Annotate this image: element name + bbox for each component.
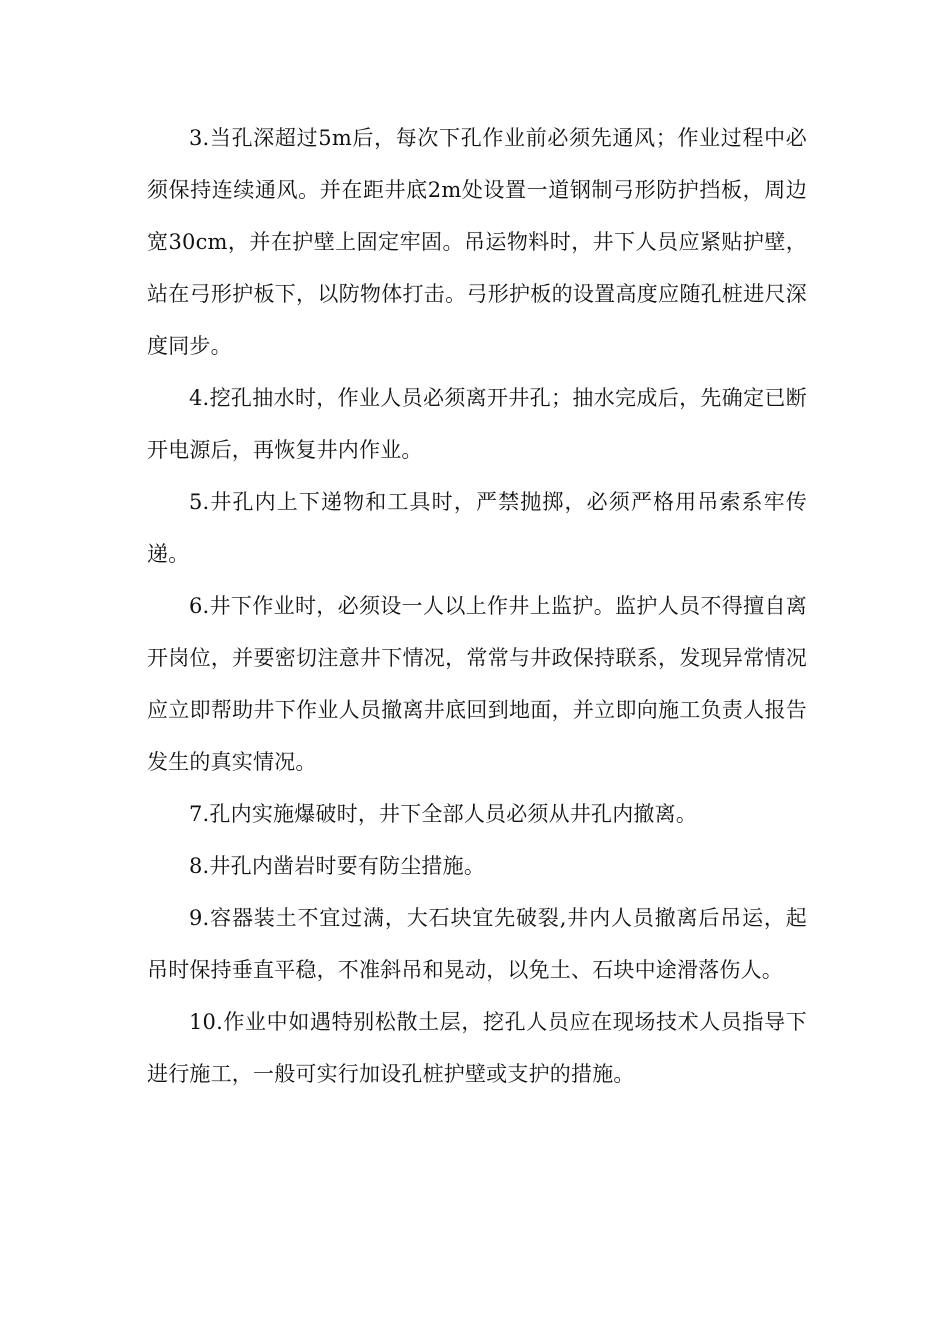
paragraph-item-9: 9.容器装土不宜过满，大石块宜先破裂,井内人员撤离后吊运，起吊时保持垂直平稳，不准斜吊和晃动，以免土、石块中途滑落伤人。 (147, 906, 807, 982)
paragraph-item-6: 6.井下作业时，必须设一人以上作井上监护。监护人员不得擅自离开岗位，并要密切注意井下情况，常常与井政保持联系，发现异常情况应立即帮助井下作业人员撤离井底回到地面，并立即向施工负责人报告发生的真实情况。 (147, 594, 807, 774)
document-body (147, 112, 807, 1100)
paragraph-item-8: 8.井孔内凿岩时要有防尘措施。 (189, 854, 486, 878)
paragraph-item-3: 3.当孔深超过5m后，每次下孔作业前必须先通风；作业过程中必须保持连续通风。并在距井底2m处设置一道钢制弓形防护挡板，周边宽30cm，并在护壁上固定牢固。吊运物料时，井下人员应紧贴护壁，站在弓形护板下，以防物体打击。弓形护板的设置高度应随孔桩进尺深度同步。 (147, 126, 807, 358)
paragraph-item-4: 4.挖孔抽水时，作业人员必须离开井孔；抽水完成后，先确定已断开电源后，再恢复井内作业。 (147, 386, 807, 462)
paragraph-item-7: 7.孔内实施爆破时，井下全部人员必须从井孔内撤离。 (189, 802, 698, 826)
paragraph-item-10: 10.作业中如遇特别松散土层，挖孔人员应在现场技术人员指导下进行施工，一般可实行加设孔桩护壁或支护的措施。 (147, 1010, 807, 1086)
paragraph-item-5: 5.井孔内上下递物和工具时，严禁抛掷，必须严格用吊索系牢传递。 (147, 490, 807, 566)
